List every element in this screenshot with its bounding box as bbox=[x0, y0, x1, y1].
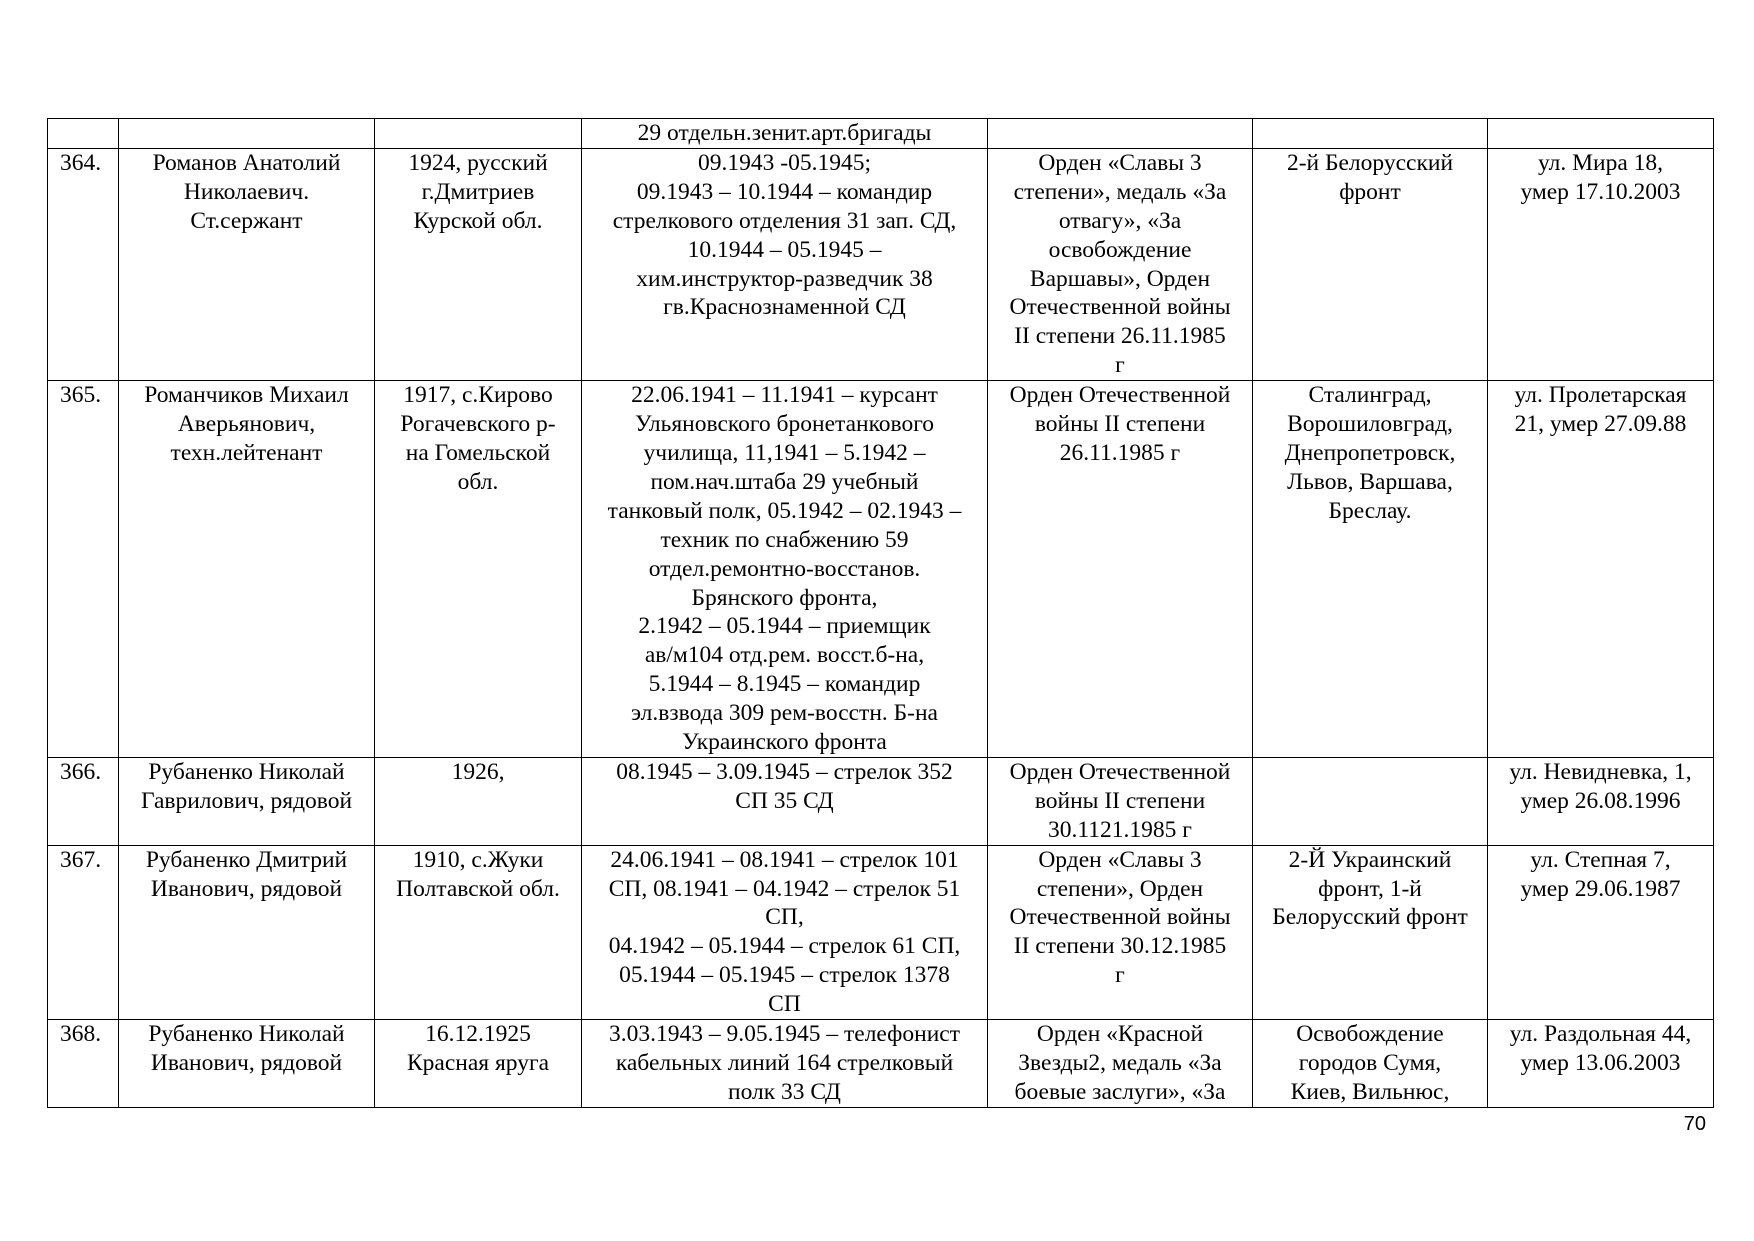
address-cell: ул. Степная 7, умер 29.06.1987 bbox=[1488, 845, 1714, 1019]
awards-cell bbox=[988, 119, 1253, 149]
fronts-cell: 2-Й Украинский фронт, 1-й Белорусский фронт bbox=[1253, 845, 1488, 1019]
page-number: 70 bbox=[1683, 1113, 1706, 1135]
fronts-cell: Освобождение городов Сумя, Киев, Вильнюс, bbox=[1253, 1020, 1488, 1108]
fronts-cell: 2-й Белорусский фронт bbox=[1253, 148, 1488, 380]
birth-info-cell: 1910, с.Жуки Полтавской обл. bbox=[375, 845, 582, 1019]
service-record-cell: 29 отдельн.зенит.арт.бригады bbox=[582, 119, 988, 149]
birth-info-cell: 16.12.1925 Красная яруга bbox=[375, 1020, 582, 1108]
name-rank-cell: Рубаненко Николай Гаврилович, рядовой bbox=[119, 757, 375, 845]
awards-cell: Орден «Славы 3 степени», Орден Отечественной войны II степени 30.12.1985 г bbox=[988, 845, 1253, 1019]
awards-cell: Орден Отечественной войны II степени 30.1121.1985 г bbox=[988, 757, 1253, 845]
address-cell bbox=[1488, 119, 1714, 149]
service-record-cell: 24.06.1941 – 08.1941 – стрелок 101 СП, 08.1941 – 04.1942 – стрелок 51 СП, 04.1942 – 05.1944 – стрелок 61 СП, 05.1944 – 05.1945 – стрелок 1378 СП bbox=[582, 845, 988, 1019]
table-row bbox=[48, 1020, 1714, 1108]
fronts-cell: Сталинград, Ворошиловград, Днепропетровск, Львов, Варшава, Бреслау. bbox=[1253, 381, 1488, 758]
birth-info-cell: 1924, русский г.Дмитриев Курской обл. bbox=[375, 148, 582, 380]
address-cell: ул. Мира 18, умер 17.10.2003 bbox=[1488, 148, 1714, 380]
table-row bbox=[48, 381, 1714, 758]
name-rank-cell: Рубаненко Николай Иванович, рядовой bbox=[119, 1020, 375, 1108]
veterans-register-table bbox=[47, 118, 1714, 1108]
name-rank-cell: Рубаненко Дмитрий Иванович, рядовой bbox=[119, 845, 375, 1019]
service-record-cell: 3.03.1943 – 9.05.1945 – телефонист кабельных линий 164 стрелковый полк 33 СД bbox=[582, 1020, 988, 1108]
row-number-cell: 366. bbox=[48, 757, 119, 845]
row-number-cell: 364. bbox=[48, 148, 119, 380]
fronts-cell bbox=[1253, 119, 1488, 149]
fronts-cell bbox=[1253, 757, 1488, 845]
birth-info-cell: 1917, с.Кирово Рогачевского р- на Гомельской обл. bbox=[375, 381, 582, 758]
service-record-cell: 22.06.1941 – 11.1941 – курсант Ульяновского бронетанкового училища, 11,1941 – 5.1942 – пом.нач.штаба 29 учебный танковый полк, 05.1942 – 02.1943 – техник по снабжению 59 отдел.ремонтно-восстанов. Брянского фронта, 2.1942 – 05.1944 – приемщик ав/м104 отд.рем. восст.б-на, 5.1944 – 8.1945 – командир эл.взвода 309 рем-восстн. Б-на Украинского фронта bbox=[582, 381, 988, 758]
awards-cell: Орден Отечественной войны II степени 26.11.1985 г bbox=[988, 381, 1253, 758]
address-cell: ул. Раздольная 44, умер 13.06.2003 bbox=[1488, 1020, 1714, 1108]
table-row bbox=[48, 845, 1714, 1019]
service-record-cell: 08.1945 – 3.09.1945 – стрелок 352 СП 35 СД bbox=[582, 757, 988, 845]
address-cell: ул. Пролетарская 21, умер 27.09.88 bbox=[1488, 381, 1714, 758]
row-number-cell: 367. bbox=[48, 845, 119, 1019]
name-rank-cell: Романчиков Михаил Аверьянович, техн.лейтенант bbox=[119, 381, 375, 758]
table-row bbox=[48, 757, 1714, 845]
birth-info-cell bbox=[375, 119, 582, 149]
row-number-cell: 368. bbox=[48, 1020, 119, 1108]
row-number-cell bbox=[48, 119, 119, 149]
birth-info-cell: 1926, bbox=[375, 757, 582, 845]
address-cell: ул. Невидневка, 1, умер 26.08.1996 bbox=[1488, 757, 1714, 845]
name-rank-cell: Романов Анатолий Николаевич. Ст.сержант bbox=[119, 148, 375, 380]
table-row bbox=[48, 148, 1714, 380]
awards-cell: Орден «Славы 3 степени», медаль «За отвагу», «За освобождение Варшавы», Орден Отечественной войны II степени 26.11.1985 г bbox=[988, 148, 1253, 380]
awards-cell: Орден «Красной Звезды2, медаль «За боевые заслуги», «За bbox=[988, 1020, 1253, 1108]
name-rank-cell bbox=[119, 119, 375, 149]
table-row bbox=[48, 119, 1714, 149]
row-number-cell: 365. bbox=[48, 381, 119, 758]
service-record-cell: 09.1943 -05.1945; 09.1943 – 10.1944 – командир стрелкового отделения 31 зап. СД, 10.1944 – 05.1945 – хим.инструктор-разведчик 38 гв.Краснознаменной СД bbox=[582, 148, 988, 380]
